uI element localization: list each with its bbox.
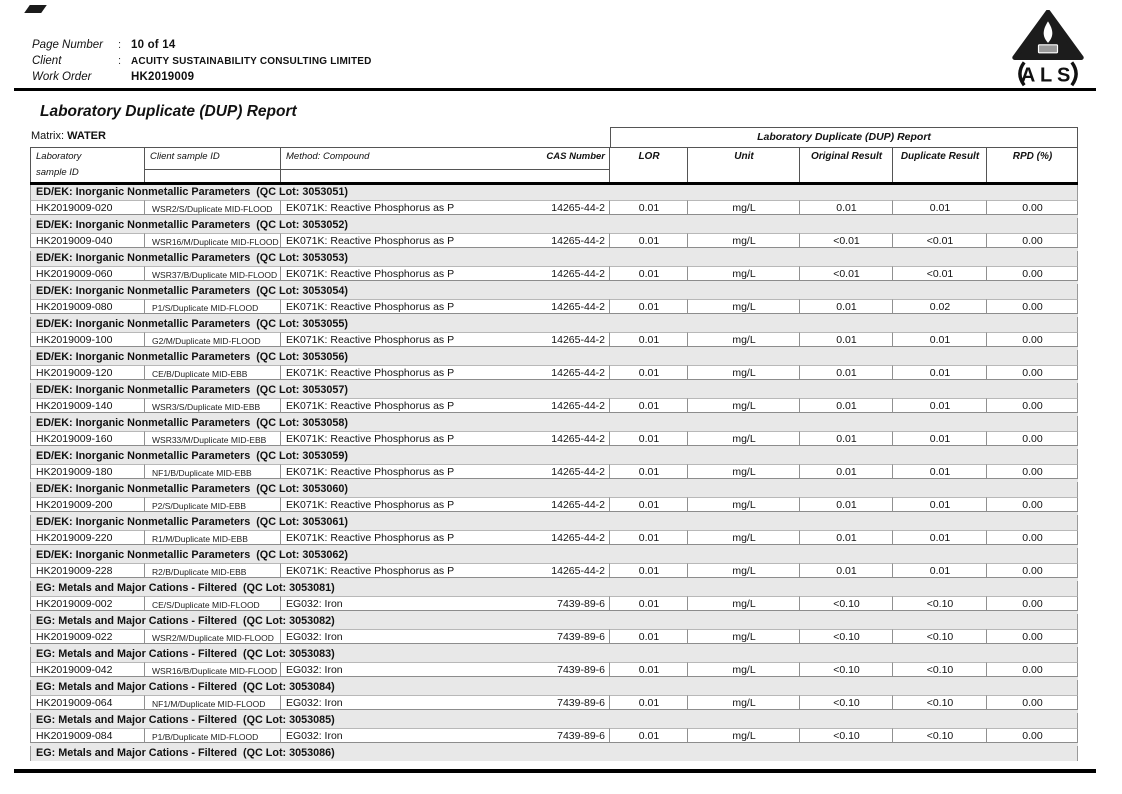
- lab-sample-id-cell: HK2019009-080: [30, 299, 145, 314]
- lab-sample-id-cell: HK2019009-064: [30, 695, 145, 710]
- rpd-cell: 0.00: [987, 695, 1078, 710]
- section-title: EG: Metals and Major Cations - Filtered (QC Lot: 3053084): [36, 680, 335, 693]
- duplicate-result-cell: <0.10: [893, 662, 987, 677]
- original-result-cell: <0.10: [800, 728, 893, 743]
- cas-number-cell: 14265-44-2: [527, 530, 610, 545]
- client-sample-id-cell: CE/B/Duplicate MID-EBB: [145, 365, 281, 380]
- lor-cell: 0.01: [610, 398, 688, 413]
- original-result-cell: <0.10: [800, 629, 893, 644]
- lor-cell: 0.01: [610, 728, 688, 743]
- rpd-cell: 0.00: [987, 200, 1078, 215]
- rpd-cell: 0.00: [987, 497, 1078, 512]
- unit-cell: mg/L: [688, 266, 800, 281]
- rpd-cell: 0.00: [987, 464, 1078, 479]
- unit-cell: mg/L: [688, 365, 800, 380]
- qc-lot-section-header: [30, 515, 1078, 530]
- cas-number-cell: 14265-44-2: [527, 200, 610, 215]
- original-result-cell: <0.10: [800, 596, 893, 611]
- lab-sample-id-cell: HK2019009-042: [30, 662, 145, 677]
- rpd-cell: 0.00: [987, 398, 1078, 413]
- original-result-cell: 0.01: [800, 530, 893, 545]
- lab-sample-id-cell: HK2019009-022: [30, 629, 145, 644]
- qc-lot-section-header: [30, 185, 1078, 200]
- cas-number-cell: 14265-44-2: [527, 332, 610, 347]
- client-sample-id-cell: WSR2/M/Duplicate MID-FLOOD: [145, 629, 281, 644]
- rpd-cell: 0.00: [987, 596, 1078, 611]
- section-title: ED/EK: Inorganic Nonmetallic Parameters (QC Lot: 3053057): [36, 383, 349, 396]
- qc-lot-section-header: [30, 614, 1078, 629]
- method-compound-cell: EK071K: Reactive Phosphorus as P: [281, 497, 527, 512]
- lor-cell: 0.01: [610, 332, 688, 347]
- cas-number-cell: 14265-44-2: [527, 233, 610, 248]
- qc-lot-section-header: [30, 284, 1078, 299]
- unit-cell: mg/L: [688, 233, 800, 248]
- table-row: [30, 431, 1078, 449]
- cas-number-cell: 14265-44-2: [527, 431, 610, 446]
- section-title: ED/EK: Inorganic Nonmetallic Parameters (QC Lot: 3053061): [36, 515, 349, 528]
- cas-number-cell: 7439-89-6: [527, 728, 610, 743]
- col-header-unit: Unit: [688, 148, 800, 182]
- unit-cell: mg/L: [688, 431, 800, 446]
- original-result-cell: 0.01: [800, 398, 893, 413]
- lab-sample-id-cell: HK2019009-100: [30, 332, 145, 347]
- method-compound-cell: EK071K: Reactive Phosphorus as P: [281, 266, 527, 281]
- original-result-cell: <0.10: [800, 695, 893, 710]
- section-title: EG: Metals and Major Cations - Filtered (QC Lot: 3053083): [36, 647, 335, 660]
- section-title: ED/EK: Inorganic Nonmetallic Parameters (QC Lot: 3053055): [36, 317, 349, 330]
- original-result-cell: 0.01: [800, 464, 893, 479]
- duplicate-result-cell: 0.01: [893, 365, 987, 380]
- cas-number-cell: 14265-44-2: [527, 299, 610, 314]
- separator-colon: :: [118, 39, 122, 51]
- client-sample-id-cell: WSR2/S/Duplicate MID-FLOOD: [145, 200, 281, 215]
- section-title: ED/EK: Inorganic Nonmetallic Parameters (QC Lot: 3053053): [36, 251, 349, 264]
- client-sample-id-cell: P1/B/Duplicate MID-FLOOD: [145, 728, 281, 743]
- cas-number-cell: 14265-44-2: [527, 365, 610, 380]
- page-header-fields: [32, 39, 372, 87]
- table-row: [30, 266, 1078, 284]
- table-row: [30, 530, 1078, 548]
- qc-lot-section-header: [30, 251, 1078, 266]
- section-title: ED/EK: Inorganic Nonmetallic Parameters (QC Lot: 3053062): [36, 548, 349, 561]
- method-compound-cell: EK071K: Reactive Phosphorus as P: [281, 398, 527, 413]
- duplicate-result-cell: <0.01: [893, 233, 987, 248]
- unit-cell: mg/L: [688, 530, 800, 545]
- qc-lot-section-header: [30, 482, 1078, 497]
- work-order-value: HK2019009: [131, 71, 195, 83]
- lor-cell: 0.01: [610, 464, 688, 479]
- client-sample-id-cell: CE/S/Duplicate MID-FLOOD: [145, 596, 281, 611]
- original-result-cell: <0.01: [800, 266, 893, 281]
- duplicate-result-cell: <0.10: [893, 596, 987, 611]
- method-compound-cell: EG032: Iron: [281, 662, 527, 677]
- table-row: [30, 398, 1078, 416]
- lab-sample-id-cell: HK2019009-002: [30, 596, 145, 611]
- group-header-title: Laboratory Duplicate (DUP) Report: [610, 127, 1078, 147]
- method-compound-cell: EK071K: Reactive Phosphorus as P: [281, 431, 527, 446]
- qc-lot-section-header: [30, 647, 1078, 662]
- lab-sample-id-cell: HK2019009-200: [30, 497, 145, 512]
- section-title: ED/EK: Inorganic Nonmetallic Parameters (QC Lot: 3053051): [36, 185, 349, 198]
- qc-lot-section-header: [30, 548, 1078, 563]
- duplicate-report-table: [30, 127, 1078, 761]
- rpd-cell: 0.00: [987, 530, 1078, 545]
- table-row: [30, 629, 1078, 647]
- lor-cell: 0.01: [610, 233, 688, 248]
- table-body: [30, 185, 1078, 761]
- rpd-cell: 0.00: [987, 332, 1078, 347]
- lor-cell: 0.01: [610, 596, 688, 611]
- duplicate-result-cell: 0.02: [893, 299, 987, 314]
- duplicate-result-cell: <0.10: [893, 629, 987, 644]
- lor-cell: 0.01: [610, 497, 688, 512]
- als-logo-text: ALS: [1020, 64, 1076, 87]
- original-result-cell: 0.01: [800, 497, 893, 512]
- original-result-cell: 0.01: [800, 200, 893, 215]
- method-compound-cell: EK071K: Reactive Phosphorus as P: [281, 530, 527, 545]
- lor-cell: 0.01: [610, 530, 688, 545]
- page-number-value: 10 of 14: [131, 39, 176, 51]
- separator-colon: :: [118, 55, 122, 67]
- unit-cell: mg/L: [688, 662, 800, 677]
- lor-cell: 0.01: [610, 431, 688, 446]
- col-header-method-compound: Method: Compound: [281, 148, 527, 182]
- method-compound-cell: EK071K: Reactive Phosphorus as P: [281, 563, 527, 578]
- section-title: ED/EK: Inorganic Nonmetallic Parameters (QC Lot: 3053059): [36, 449, 349, 462]
- lor-cell: 0.01: [610, 662, 688, 677]
- method-compound-cell: EK071K: Reactive Phosphorus as P: [281, 299, 527, 314]
- unit-cell: mg/L: [688, 695, 800, 710]
- rpd-cell: 0.00: [987, 299, 1078, 314]
- table-row: [30, 662, 1078, 680]
- col-header-rpd: RPD (%): [987, 148, 1078, 182]
- rpd-cell: 0.00: [987, 728, 1078, 743]
- lab-sample-id-cell: HK2019009-120: [30, 365, 145, 380]
- lab-sample-id-cell: HK2019009-140: [30, 398, 145, 413]
- section-title: ED/EK: Inorganic Nonmetallic Parameters (QC Lot: 3053058): [36, 416, 349, 429]
- cas-number-cell: 14265-44-2: [527, 464, 610, 479]
- client-sample-id-cell: NF1/M/Duplicate MID-FLOOD: [145, 695, 281, 710]
- duplicate-result-cell: 0.01: [893, 530, 987, 545]
- lab-sample-id-cell: HK2019009-084: [30, 728, 145, 743]
- client-sample-id-cell: WSR37/B/Duplicate MID-FLOOD: [145, 266, 281, 281]
- qc-lot-section-header: [30, 383, 1078, 398]
- lor-cell: 0.01: [610, 695, 688, 710]
- duplicate-result-cell: 0.01: [893, 431, 987, 446]
- method-compound-cell: EG032: Iron: [281, 596, 527, 611]
- duplicate-result-cell: <0.10: [893, 695, 987, 710]
- col-header-duplicate-result: Duplicate Result: [893, 148, 987, 182]
- qc-lot-section-header: [30, 746, 1078, 761]
- client-sample-id-cell: R2/B/Duplicate MID-EBB: [145, 563, 281, 578]
- table-row: [30, 695, 1078, 713]
- method-compound-cell: EG032: Iron: [281, 728, 527, 743]
- duplicate-result-cell: 0.01: [893, 563, 987, 578]
- rpd-cell: 0.00: [987, 563, 1078, 578]
- section-title: ED/EK: Inorganic Nonmetallic Parameters (QC Lot: 3053060): [36, 482, 349, 495]
- section-title: ED/EK: Inorganic Nonmetallic Parameters (QC Lot: 3053052): [36, 218, 349, 231]
- section-title: EG: Metals and Major Cations - Filtered (QC Lot: 3053085): [36, 713, 335, 726]
- cas-number-cell: 7439-89-6: [527, 662, 610, 677]
- client-sample-id-cell: WSR33/M/Duplicate MID-EBB: [145, 431, 281, 446]
- lor-cell: 0.01: [610, 266, 688, 281]
- qc-lot-section-header: [30, 449, 1078, 464]
- original-result-cell: <0.10: [800, 662, 893, 677]
- method-compound-cell: EK071K: Reactive Phosphorus as P: [281, 200, 527, 215]
- cas-number-cell: 14265-44-2: [527, 266, 610, 281]
- lor-cell: 0.01: [610, 563, 688, 578]
- table-row: [30, 464, 1078, 482]
- lab-sample-id-cell: HK2019009-020: [30, 200, 145, 215]
- client-sample-id-cell: R1/M/Duplicate MID-EBB: [145, 530, 281, 545]
- lab-sample-id-cell: HK2019009-220: [30, 530, 145, 545]
- table-row: [30, 200, 1078, 218]
- unit-cell: mg/L: [688, 596, 800, 611]
- lab-sample-id-cell: HK2019009-060: [30, 266, 145, 281]
- table-row: [30, 563, 1078, 581]
- unit-cell: mg/L: [688, 200, 800, 215]
- method-compound-cell: EK071K: Reactive Phosphorus as P: [281, 464, 527, 479]
- qc-lot-section-header: [30, 218, 1078, 233]
- table-row: [30, 596, 1078, 614]
- client-value: ACUITY SUSTAINABILITY CONSULTING LIMITED: [131, 56, 372, 67]
- original-result-cell: <0.01: [800, 233, 893, 248]
- lab-sample-id-cell: HK2019009-180: [30, 464, 145, 479]
- unit-cell: mg/L: [688, 497, 800, 512]
- duplicate-result-cell: 0.01: [893, 200, 987, 215]
- als-logo-icon: [993, 10, 1103, 90]
- table-row: [30, 299, 1078, 317]
- lor-cell: 0.01: [610, 299, 688, 314]
- duplicate-result-cell: 0.01: [893, 464, 987, 479]
- unit-cell: mg/L: [688, 398, 800, 413]
- unit-cell: mg/L: [688, 299, 800, 314]
- cas-number-cell: 14265-44-2: [527, 563, 610, 578]
- duplicate-result-cell: 0.01: [893, 398, 987, 413]
- section-title: EG: Metals and Major Cations - Filtered (QC Lot: 3053086): [36, 746, 335, 759]
- header-divider-rule: [14, 88, 1096, 91]
- work-order-label: Work Order: [32, 71, 92, 83]
- original-result-cell: 0.01: [800, 365, 893, 380]
- client-sample-id-cell: WSR3/S/Duplicate MID-EBB: [145, 398, 281, 413]
- lor-cell: 0.01: [610, 629, 688, 644]
- unit-cell: mg/L: [688, 563, 800, 578]
- col-header-original-result: Original Result: [800, 148, 893, 182]
- work-order-row: [32, 71, 372, 87]
- client-sample-id-cell: WSR16/M/Duplicate MID-FLOOD: [145, 233, 281, 248]
- table-row: [30, 365, 1078, 383]
- qc-lot-section-header: [30, 317, 1078, 332]
- cas-number-cell: 14265-44-2: [527, 497, 610, 512]
- group-header-spacer: [30, 127, 610, 147]
- unit-cell: mg/L: [688, 629, 800, 644]
- rpd-cell: 0.00: [987, 365, 1078, 380]
- footer-divider-rule: [14, 769, 1096, 773]
- table-row: [30, 728, 1078, 746]
- table-row: [30, 332, 1078, 350]
- rpd-cell: 0.00: [987, 266, 1078, 281]
- client-sample-id-cell: NF1/B/Duplicate MID-EBB: [145, 464, 281, 479]
- client-sample-id-cell: WSR16/B/Duplicate MID-FLOOD: [145, 662, 281, 677]
- page-number-row: [32, 39, 372, 55]
- qc-lot-section-header: [30, 581, 1078, 596]
- unit-cell: mg/L: [688, 728, 800, 743]
- col-header-lor: LOR: [610, 148, 688, 182]
- client-sample-id-cell: G2/M/Duplicate MID-FLOOD: [145, 332, 281, 347]
- scan-corner-mark: [24, 5, 47, 13]
- client-sample-id-cell: P1/S/Duplicate MID-FLOOD: [145, 299, 281, 314]
- client-label: Client: [32, 55, 62, 67]
- unit-cell: mg/L: [688, 332, 800, 347]
- table-row: [30, 497, 1078, 515]
- cas-number-cell: 7439-89-6: [527, 695, 610, 710]
- duplicate-result-cell: <0.01: [893, 266, 987, 281]
- lor-cell: 0.01: [610, 365, 688, 380]
- matrix-label: Matrix:: [31, 130, 64, 142]
- method-compound-cell: EK071K: Reactive Phosphorus as P: [281, 332, 527, 347]
- rpd-cell: 0.00: [987, 662, 1078, 677]
- rpd-cell: 0.00: [987, 629, 1078, 644]
- original-result-cell: 0.01: [800, 563, 893, 578]
- original-result-cell: 0.01: [800, 431, 893, 446]
- qc-lot-section-header: [30, 680, 1078, 695]
- unit-cell: mg/L: [688, 464, 800, 479]
- col-header-laboratory-sample-id: Laboratory sample ID: [30, 148, 145, 182]
- client-sample-id-cell: P2/S/Duplicate MID-EBB: [145, 497, 281, 512]
- duplicate-result-cell: 0.01: [893, 497, 987, 512]
- section-title: EG: Metals and Major Cations - Filtered (QC Lot: 3053081): [36, 581, 335, 594]
- cas-number-cell: 14265-44-2: [527, 398, 610, 413]
- matrix-value: WATER: [67, 130, 106, 142]
- lab-sample-id-cell: HK2019009-228: [30, 563, 145, 578]
- method-compound-cell: EK071K: Reactive Phosphorus as P: [281, 233, 527, 248]
- col-header-client-sample-id: Client sample ID: [145, 148, 281, 182]
- section-title: EG: Metals and Major Cations - Filtered (QC Lot: 3053082): [36, 614, 335, 627]
- lor-cell: 0.01: [610, 200, 688, 215]
- page-number-label: Page Number: [32, 39, 103, 51]
- section-title: ED/EK: Inorganic Nonmetallic Parameters (QC Lot: 3053056): [36, 350, 349, 363]
- table-column-headers: [30, 147, 1078, 182]
- report-title: Laboratory Duplicate (DUP) Report: [40, 103, 297, 120]
- lab-sample-id-cell: HK2019009-160: [30, 431, 145, 446]
- qc-lot-section-header: [30, 350, 1078, 365]
- cas-number-cell: 7439-89-6: [527, 629, 610, 644]
- qc-lot-section-header: [30, 416, 1078, 431]
- section-title: ED/EK: Inorganic Nonmetallic Parameters (QC Lot: 3053054): [36, 284, 349, 297]
- rpd-cell: 0.00: [987, 233, 1078, 248]
- method-compound-cell: EG032: Iron: [281, 695, 527, 710]
- cas-number-cell: 7439-89-6: [527, 596, 610, 611]
- table-row: [30, 233, 1078, 251]
- table-group-header-row: [30, 127, 1078, 147]
- original-result-cell: 0.01: [800, 299, 893, 314]
- method-compound-cell: EG032: Iron: [281, 629, 527, 644]
- duplicate-result-cell: 0.01: [893, 332, 987, 347]
- method-compound-cell: EK071K: Reactive Phosphorus as P: [281, 365, 527, 380]
- original-result-cell: 0.01: [800, 332, 893, 347]
- duplicate-result-cell: <0.10: [893, 728, 987, 743]
- client-row: [32, 55, 372, 71]
- col-header-cas-number: CAS Number: [527, 148, 610, 182]
- qc-lot-section-header: [30, 713, 1078, 728]
- lab-sample-id-cell: HK2019009-040: [30, 233, 145, 248]
- rpd-cell: 0.00: [987, 431, 1078, 446]
